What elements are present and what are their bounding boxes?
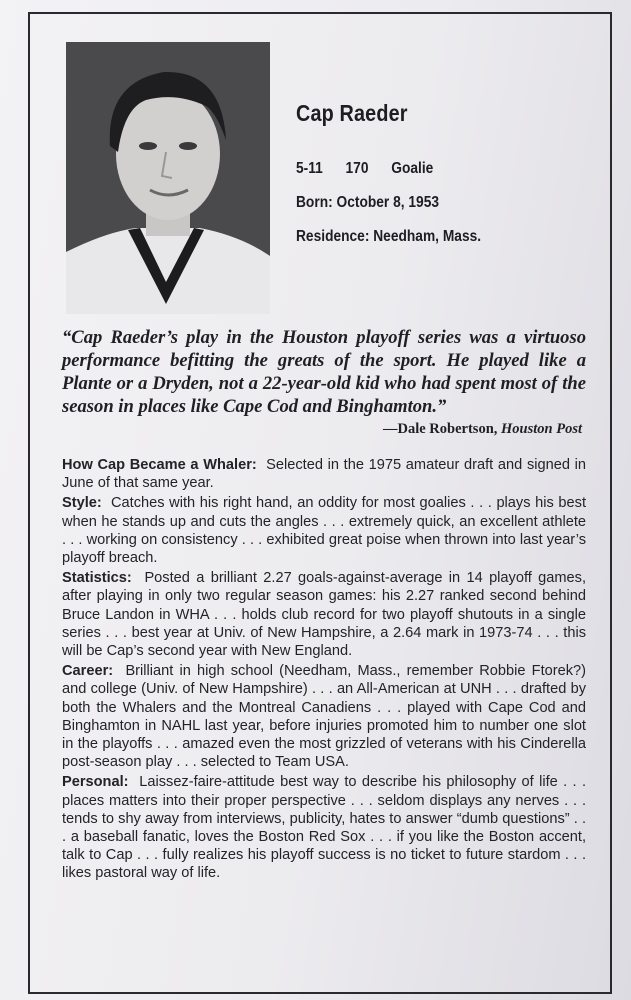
bio-text: Brilliant in high school (Needham, Mass., remember Robbie Ftorek?) and college (Univ. of New Hampshire) . . . an All-American at UNH . . . drafted by both the Whalers and the Montreal Canadiens . . . played with Cape Cod and Binghamton in NAHL last year, before injuries promoted him to number one slot in the playoffs . . . amazed even the most grizzled of veterans with his Cinderella post-season play . . . selected to Team USA. — [62, 663, 587, 771]
bio-text: Catches with his right hand, an oddity for most goalies . . . plays his best when he stands up and cuts the angles . . . extremely quick, an excellent athlete . . . working on consistency . . . exhibited great poise when thrown into last year’s playoff breach. — [62, 495, 586, 567]
player-height: 5-11 — [296, 160, 323, 177]
bio-paragraph-personal — [62, 773, 586, 882]
bio-heading: Style: — [62, 495, 102, 512]
player-bio — [62, 456, 586, 885]
bio-heading: Personal: — [62, 774, 129, 791]
player-weight: 170 — [345, 160, 369, 177]
bio-heading: Career: — [62, 663, 114, 680]
player-born: Born: October 8, 1953 — [296, 194, 440, 211]
quote-attribution — [330, 421, 582, 438]
quote-source: Houston Post — [501, 421, 582, 437]
bio-paragraph-career — [62, 662, 586, 771]
quote-author: —Dale Robertson, — [383, 421, 498, 437]
bio-paragraph-statistics — [62, 569, 586, 660]
bio-paragraph-style — [62, 494, 586, 567]
bio-text: Selected in the 1975 amateur draft and signed in June of that same year. — [62, 457, 587, 492]
player-photo — [66, 42, 270, 314]
bio-paragraph-how — [62, 456, 586, 492]
player-residence: Residence: Needham, Mass. — [296, 228, 482, 245]
bio-heading: How Cap Became a Whaler: — [62, 457, 257, 473]
player-position: Goalie — [391, 160, 434, 177]
bio-text: Laissez-faire-attitude best way to describe his philosophy of life . . . places matters into their proper perspective . . . seldom displays any nerves . . . tends to shy away from interviews, publicity, hates to answer “dumb questions” . . . a baseball fanatic, loves the Boston Red Sox . . . if you like the Boston accent, talk to Cap . . . fully realizes his playoff success is no ticket to future stardom . . . likes pastoral way of life. — [62, 774, 587, 882]
bio-text: Posted a brilliant 2.27 goals-against-average in 14 playoff games, after playing in only two regular season games: his 2.27 ranked second behind Bruce Landon in WHA . . . holds club record for two playoff shutouts in a single series . . . best year at Univ. of New Hampshire, a 2.64 mark in 1973-74 . . . this will be Cap’s second year with New England. — [62, 570, 587, 660]
pull-quote: “Cap Raeder’s play in the Houston playoff series was a virtuoso performance befitting the greats of the sport. He played like a Plante or a Dryden, not a 22-year-old kid who had spent most of the season in places like Cape Cod and Binghamton.” — [62, 327, 586, 417]
player-vitals — [296, 160, 452, 178]
bio-heading: Statistics: — [62, 570, 132, 587]
player-name: Cap Raeder — [296, 100, 408, 126]
